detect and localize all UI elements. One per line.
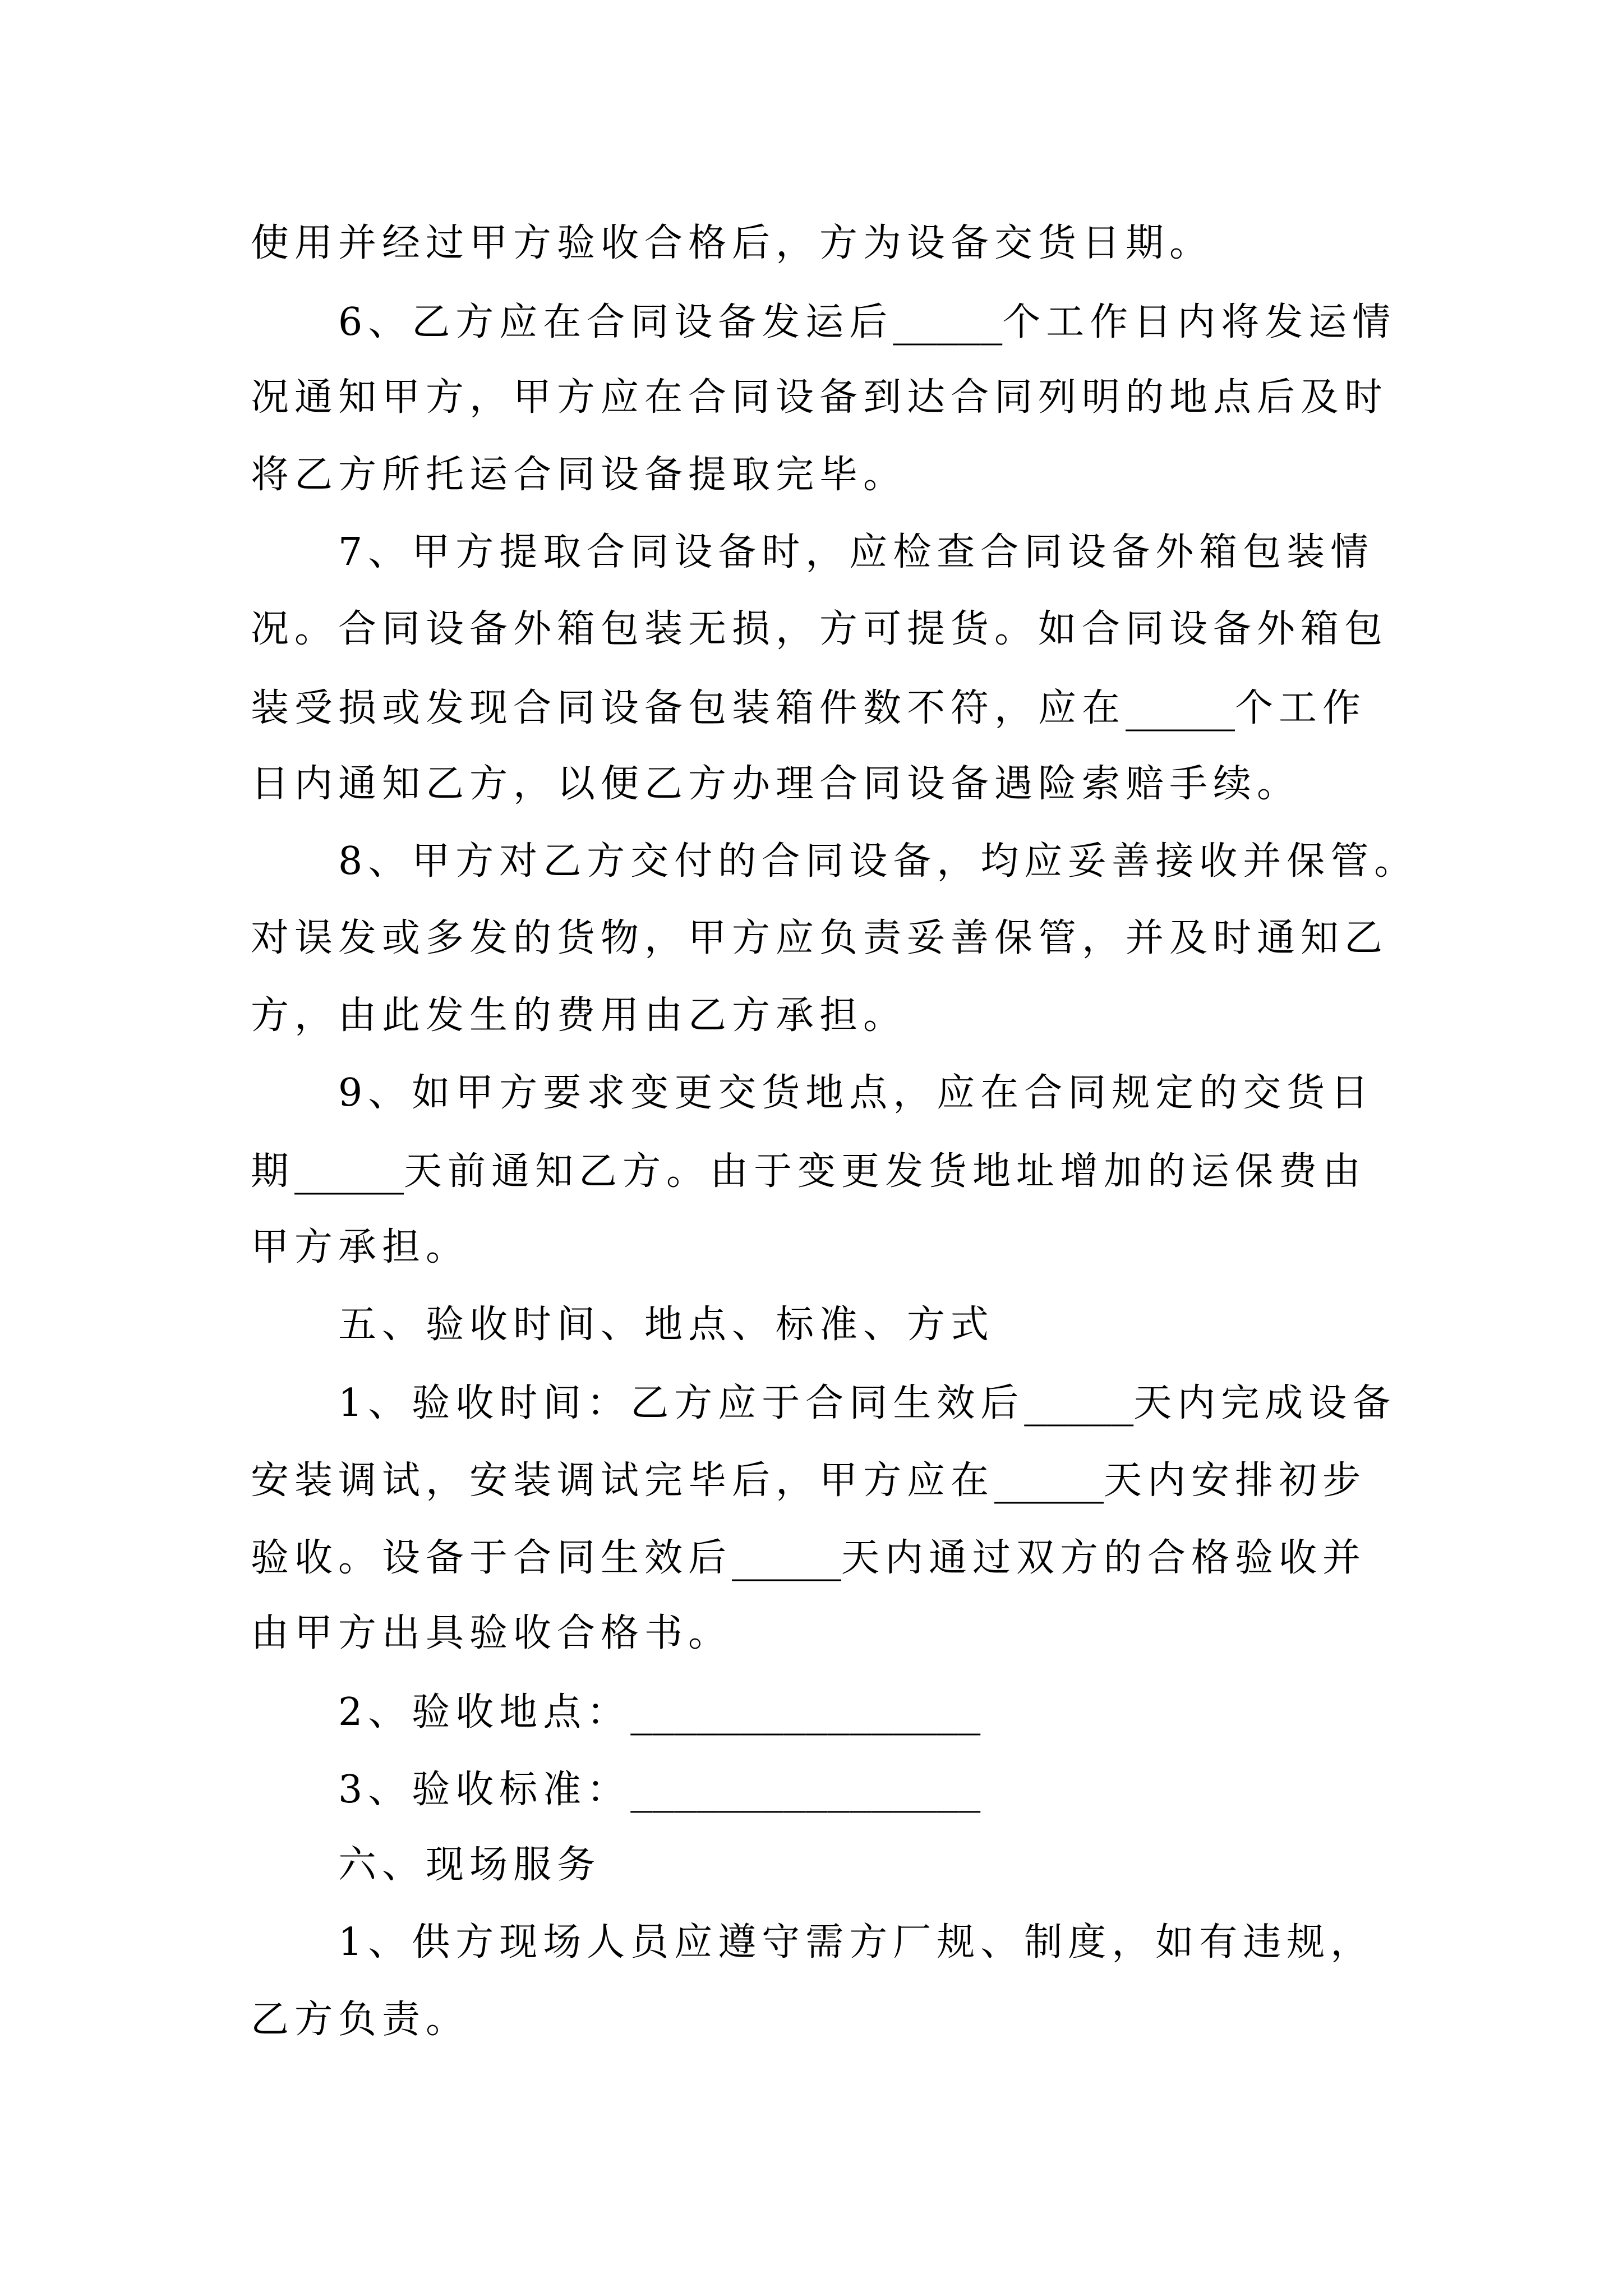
acceptance-time-line-1: 1、验收时间：乙方应于合同生效后_____天内完成设备 — [338, 1376, 1396, 1427]
acceptance-time-line-2: 安装调试，安装调试完毕后，甲方应在_____天内安排初步 — [251, 1453, 1367, 1504]
fill-in-blank: _____ — [1126, 681, 1235, 732]
clause-9-line-3: 甲方承担。 — [251, 1225, 470, 1269]
acceptance-location-line: 2、验收地点：________________ — [338, 1685, 981, 1736]
clause-8-line-2: 对误发或多发的货物，甲方应负责妥善保管，并及时通知乙 — [251, 916, 1389, 961]
fill-in-blank: _____ — [893, 295, 1003, 346]
clause-9 — [251, 1055, 1541, 1286]
fill-in-blank: ________________ — [630, 1685, 981, 1736]
section-5-heading: 五、验收时间、地点、标准、方式 — [338, 1302, 995, 1347]
fill-in-blank: _____ — [1024, 1376, 1134, 1427]
clause-6-line-2: 况通知甲方，甲方应在合同设备到达合同列明的地点后及时 — [251, 375, 1389, 420]
acceptance-location-clause — [251, 1672, 1541, 1750]
clause-9-line-2: 期_____天前通知乙方。由于变更发货地址增加的运保费由 — [251, 1144, 1367, 1195]
clause-7-line-3: 装受损或发现合同设备包装箱件数不符，应在_____个工作 — [251, 681, 1367, 732]
acceptance-time-line-4: 由甲方出具验收合格书。 — [251, 1611, 732, 1656]
section-6-heading: 六、现场服务 — [338, 1843, 601, 1888]
clause-7-line-4: 日内通知乙方，以便乙方办理合同设备遇险索赔手续。 — [251, 761, 1301, 806]
clause-7-line-1: 7、甲方提取合同设备时，应检查合同设备外箱包装情 — [338, 530, 1375, 574]
clause-8-line-3: 方，由此发生的费用由乙方承担。 — [251, 993, 907, 1038]
acceptance-time-line-3: 验收。设备于合同生效后_____天内通过双方的合格验收并 — [251, 1530, 1367, 1581]
onsite-service-line-1: 1、供方现场人员应遵守需方厂规、制度，如有违规， — [338, 1920, 1375, 1965]
continued-line-1: 使用并经过甲方验收合格后，方为设备交货日期。 — [251, 221, 1214, 265]
clause-6-line-3: 将乙方所托运合同设备提取完毕。 — [251, 453, 907, 498]
acceptance-standard-line: 3、验收标准：________________ — [338, 1762, 981, 1813]
document-page — [251, 205, 1541, 2059]
clause-6-line-1: 6、乙方应在合同设备发运后_____个工作日内将发运情 — [338, 295, 1396, 346]
fill-in-blank: _____ — [294, 1144, 404, 1195]
continued-paragraph — [251, 205, 1541, 282]
fill-in-blank: _____ — [732, 1530, 842, 1581]
onsite-service-clause — [251, 1904, 1541, 2058]
clause-7 — [251, 514, 1541, 823]
clause-8 — [251, 823, 1541, 1055]
acceptance-standard-clause — [251, 1750, 1541, 1827]
section-6-heading-block — [251, 1826, 1541, 1904]
section-5-heading-block — [251, 1286, 1541, 1364]
clause-7-line-2: 况。合同设备外箱包装无损，方可提货。如合同设备外箱包 — [251, 607, 1389, 652]
onsite-service-line-2: 乙方负责。 — [251, 1997, 470, 2042]
clause-8-line-1: 8、甲方对乙方交付的合同设备，均应妥善接收并保管。 — [338, 839, 1418, 884]
clause-6 — [251, 282, 1541, 514]
fill-in-blank: _____ — [994, 1453, 1104, 1504]
acceptance-time-clause — [251, 1363, 1541, 1672]
clause-9-line-1: 9、如甲方要求变更交货地点，应在合同规定的交货日 — [338, 1070, 1375, 1115]
fill-in-blank: ________________ — [630, 1762, 981, 1813]
